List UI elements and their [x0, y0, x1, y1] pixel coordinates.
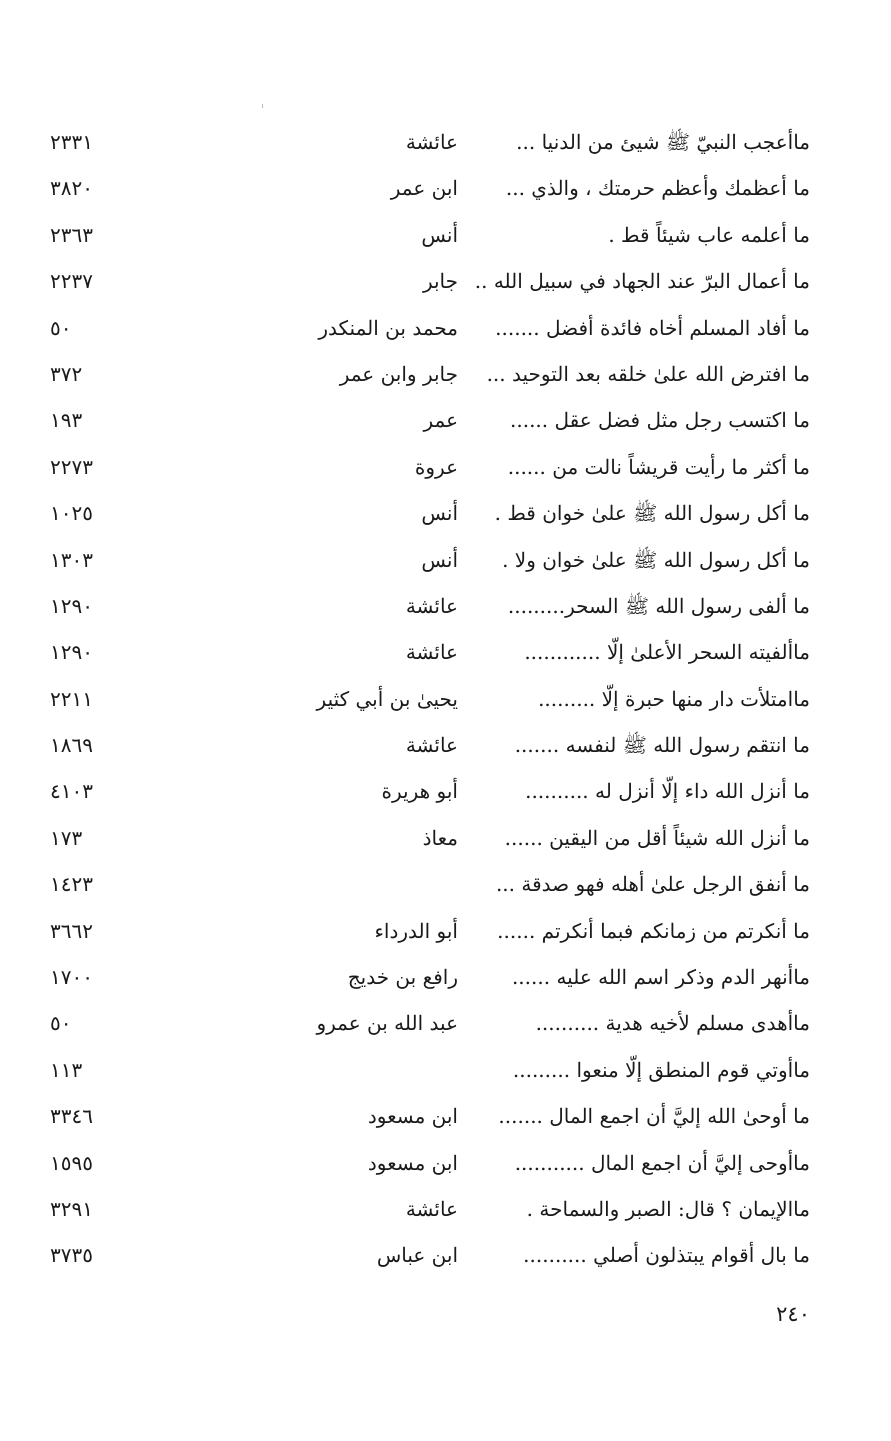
index-entry-row	[40, 1187, 820, 1233]
hadith-opening-text: ما اكتسب رجل مثل فضل عقل ......	[510, 408, 810, 433]
hadith-opening-text: ما ألفى رسول الله ﷺ السحر.........	[507, 593, 810, 618]
hadith-opening-text: ماأهدى مسلم لأخيه هدية ..........	[535, 1011, 810, 1036]
index-entry-row	[40, 955, 820, 1001]
hadith-reference-number: ١٩٣	[50, 408, 83, 433]
hadith-reference-number: ٣٧٣٥	[50, 1243, 93, 1268]
hadith-reference-number: ٢٢٣٧	[50, 269, 93, 294]
narrator-name: أنس	[421, 547, 458, 572]
index-entry-row	[40, 538, 820, 584]
index-entry-row	[40, 1001, 820, 1047]
hadith-reference-number: ٢٢١١	[50, 686, 93, 711]
hadith-reference-number: ٥٠	[50, 315, 72, 340]
hadith-opening-text: ماأنهر الدم وذكر اسم الله عليه ......	[511, 965, 810, 990]
index-entry-row	[40, 213, 820, 259]
hadith-opening-text: ماألفيته السحر الأعلىٰ إلّا ............	[524, 640, 810, 665]
index-entry-row	[40, 862, 820, 908]
index-entry-row	[40, 584, 820, 630]
index-entry-row	[40, 166, 820, 212]
narrator-name: معاذ	[422, 825, 458, 850]
hadith-opening-text: ماأوحى إليَّ أن اجمع المال ...........	[514, 1150, 810, 1175]
narrator-name: أبو الدرداء	[374, 918, 458, 943]
narrator-name: ابن عباس	[376, 1243, 458, 1268]
narrator-name: عائشة	[405, 1196, 458, 1221]
hadith-reference-number: ٢٢٧٣	[50, 454, 93, 479]
hadith-opening-text: ماالإيمان ؟ قال: الصبر والسماحة .	[526, 1196, 810, 1221]
hadith-reference-number: ٣٧٢	[50, 361, 83, 386]
index-entry-row	[40, 816, 820, 862]
index-entry-row	[40, 909, 820, 955]
hadith-reference-number: ١٠٢٥	[50, 501, 93, 526]
index-entry-row	[40, 306, 820, 352]
index-entry-row	[40, 1094, 820, 1140]
index-entry-row	[40, 723, 820, 769]
narrator-name: ابن مسعود	[367, 1150, 458, 1175]
narrator-name: عبد الله بن عمرو	[316, 1011, 458, 1036]
hadith-opening-text: ماامتلأت دار منها حبرة إلّا .........	[538, 686, 810, 711]
narrator-name: عائشة	[405, 593, 458, 618]
hadith-opening-text: ماأعجب النبيّ ﷺ شيئ من الدنيا ...	[516, 130, 810, 154]
hadith-opening-text: ما أعلمه عاب شيئاً قط .	[608, 222, 810, 247]
hadith-reference-number: ١٧٠٠	[50, 965, 93, 990]
narrator-name: عائشة	[405, 130, 458, 154]
hadith-reference-number: ١٥٩٥	[50, 1150, 93, 1175]
hadith-opening-text: ما أنزل الله شيئاً أقل من اليقين ......	[504, 825, 810, 850]
index-entry-row	[40, 491, 820, 537]
hadith-opening-text: ما أكثر ما رأيت قريشاً نالت من ......	[507, 454, 810, 479]
hadith-reference-number: ١٤٢٣	[50, 872, 93, 897]
narrator-name: عائشة	[405, 733, 458, 758]
hadith-reference-number: ١٢٩٠	[50, 593, 93, 618]
hadith-opening-text: ما بال أقوام يبتذلون أصلي ..........	[523, 1243, 810, 1268]
index-entry-row	[40, 445, 820, 491]
hadith-opening-text: ما أكل رسول الله ﷺ علىٰ خوان ولا .	[502, 547, 810, 572]
scan-mark	[262, 104, 263, 108]
narrator-name: جابر وابن عمر	[339, 361, 458, 386]
hadith-reference-number: ٢٣٣١	[50, 130, 93, 154]
narrator-name: عروة	[414, 454, 458, 479]
hadith-opening-text: ما أفاد المسلم أخاه فائدة أفضل .......	[495, 315, 810, 340]
narrator-name: رافع بن خديج	[347, 965, 458, 990]
page-number: ٢٤٠	[776, 1302, 810, 1326]
narrator-name: أبو هريرة	[381, 779, 458, 804]
narrator-name: محمد بن المنكدر	[318, 315, 458, 340]
hadith-opening-text: ما أكل رسول الله ﷺ علىٰ خوان قط .	[494, 501, 810, 526]
hadith-opening-text: ما أعمال البرّ عند الجهاد في سبيل الله ..	[474, 269, 810, 294]
hadith-opening-text: ما أنزل الله داء إلّا أنزل له ..........	[525, 779, 810, 804]
narrator-name: يحيىٰ بن أبي كثير	[316, 686, 458, 711]
hadith-reference-number: ٤١٠٣	[50, 779, 93, 804]
hadith-reference-number: ٥٠	[50, 1011, 72, 1036]
hadith-index-list	[40, 120, 820, 1280]
narrator-name: أنس	[421, 501, 458, 526]
index-entry-row	[40, 352, 820, 398]
hadith-reference-number: ١٢٩٠	[50, 640, 93, 665]
index-entry-row	[40, 1233, 820, 1279]
hadith-reference-number: ١٣٠٣	[50, 547, 93, 572]
index-entry-row	[40, 398, 820, 444]
hadith-opening-text: ما افترض الله علىٰ خلقه بعد التوحيد ...	[486, 361, 810, 386]
hadith-reference-number: ٢٣٦٣	[50, 222, 93, 247]
index-entry-row	[40, 677, 820, 723]
index-entry-row	[40, 120, 820, 166]
hadith-opening-text: ما أوحىٰ الله إليَّ أن اجمع المال .......	[498, 1104, 810, 1129]
hadith-opening-text: ما أعظمك وأعظم حرمتك ، والذي ...	[505, 176, 810, 201]
index-entry-row	[40, 630, 820, 676]
narrator-name: جابر	[422, 269, 458, 294]
hadith-reference-number: ٣٣٤٦	[50, 1104, 93, 1129]
narrator-name: ابن مسعود	[367, 1104, 458, 1129]
hadith-reference-number: ٣٨٢٠	[50, 176, 93, 201]
hadith-opening-text: ما أنكرتم من زمانكم فبما أنكرتم ......	[497, 918, 810, 943]
index-entry-row	[40, 1048, 820, 1094]
hadith-reference-number: ٣٦٦٢	[50, 918, 93, 943]
hadith-opening-text: ماأوتي قوم المنطق إلّا منعوا .........	[512, 1057, 810, 1082]
index-entry-row	[40, 259, 820, 305]
index-entry-row	[40, 769, 820, 815]
index-entry-row	[40, 1141, 820, 1187]
narrator-name: أنس	[421, 222, 458, 247]
narrator-name: عائشة	[405, 640, 458, 665]
hadith-opening-text: ما انتقم رسول الله ﷺ لنفسه .......	[514, 733, 810, 758]
hadith-opening-text: ما أنفق الرجل علىٰ أهله فهو صدقة ...	[495, 872, 810, 897]
narrator-name: عمر	[423, 408, 458, 433]
hadith-reference-number: ١٧٣	[50, 825, 83, 850]
hadith-reference-number: ١١٣	[50, 1057, 83, 1082]
hadith-reference-number: ١٨٦٩	[50, 733, 93, 758]
narrator-name: ابن عمر	[390, 176, 458, 201]
hadith-reference-number: ٣٢٩١	[50, 1196, 93, 1221]
